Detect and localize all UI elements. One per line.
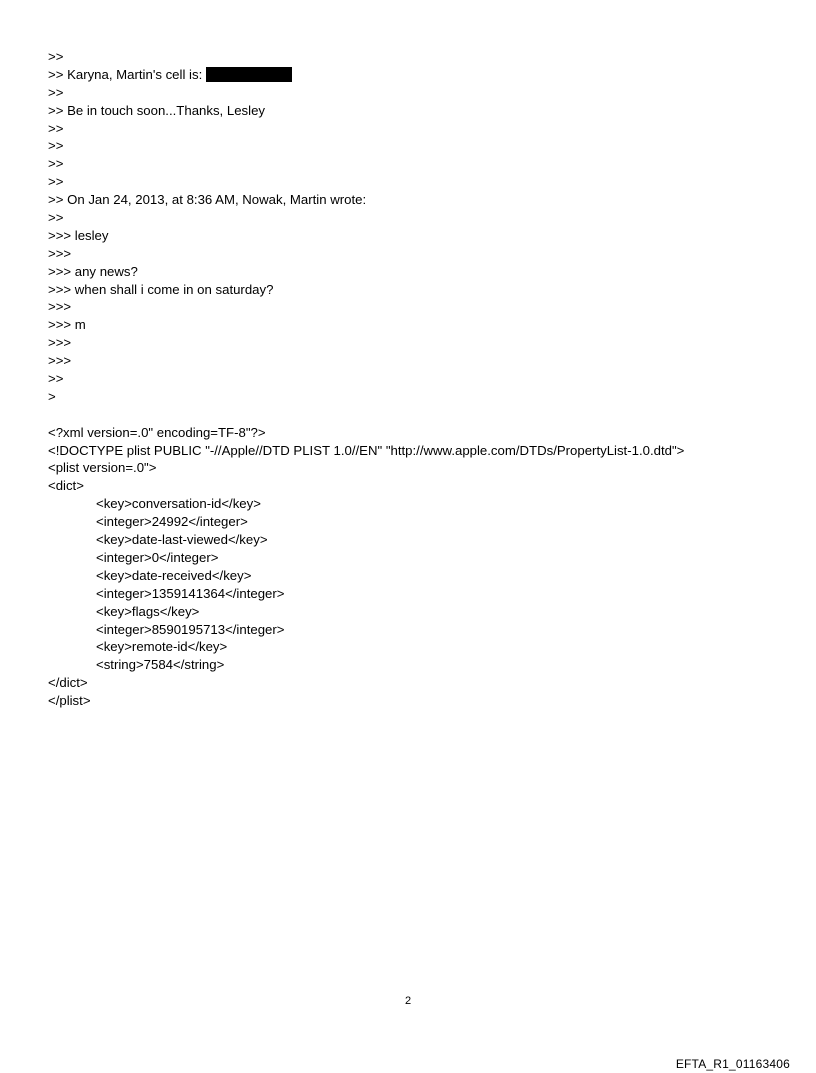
quote-line: >> Be in touch soon...Thanks, Lesley bbox=[48, 102, 265, 118]
quote-line: > bbox=[48, 388, 56, 404]
quoted-email bbox=[48, 48, 788, 406]
quote-line: >>> bbox=[48, 335, 72, 351]
quote-line: >> bbox=[48, 138, 64, 154]
plist-entry: <integer>8590195713</integer> bbox=[96, 621, 285, 637]
quote-line: >> On Jan 24, 2013, at 8:36 AM, Nowak, Martin wrote: bbox=[48, 192, 367, 208]
quote-line-cell bbox=[48, 66, 788, 84]
page-number: 2 bbox=[404, 995, 412, 1007]
quote-line: >> bbox=[48, 174, 64, 190]
quote-line: >>> when shall i come in on saturday? bbox=[48, 281, 274, 297]
quote-line: >>> m bbox=[48, 317, 86, 333]
plist-entry: <key>date-last-viewed</key> bbox=[96, 532, 268, 548]
document-body bbox=[48, 48, 788, 710]
dict-open-tag: <dict> bbox=[48, 478, 84, 494]
quote-line-text: >> Karyna, Martin's cell is: bbox=[48, 66, 203, 82]
plist-open-tag: <plist version=.0"> bbox=[48, 460, 157, 476]
plist-entry: <key>flags</key> bbox=[96, 603, 200, 619]
quote-line: >> bbox=[48, 210, 64, 226]
plist-entry: <string>7584</string> bbox=[96, 657, 225, 673]
doctype-line: <!DOCTYPE plist PUBLIC "-//Apple//DTD PLIST 1.0//EN" "http://www.apple.com/DTDs/PropertyList-1.0.dtd"> bbox=[48, 442, 685, 458]
blank-line bbox=[48, 406, 788, 424]
quote-line: >>> bbox=[48, 245, 72, 261]
quote-line: >> bbox=[48, 371, 64, 387]
plist-entry: <key>remote-id</key> bbox=[96, 639, 228, 655]
dict-close-tag: </dict> bbox=[48, 675, 88, 691]
plist-block bbox=[48, 424, 788, 710]
plist-entry: <integer>24992</integer> bbox=[96, 514, 248, 530]
quote-line: >> bbox=[48, 84, 64, 100]
plist-entry: <key>date-received</key> bbox=[96, 567, 252, 583]
xml-declaration: <?xml version=.0" encoding=TF-8"?> bbox=[48, 424, 266, 440]
quote-line: >> bbox=[48, 49, 64, 64]
quote-line: >>> any news? bbox=[48, 263, 138, 279]
bates-number: EFTA_R1_01163406 bbox=[675, 1057, 790, 1071]
redaction-box bbox=[206, 67, 292, 82]
quote-line: >>> lesley bbox=[48, 227, 109, 243]
plist-entry: <integer>1359141364</integer> bbox=[96, 585, 285, 601]
quote-line: >> bbox=[48, 120, 64, 136]
plist-close-tag: </plist> bbox=[48, 693, 91, 709]
plist-entry: <key>conversation-id</key> bbox=[96, 496, 261, 512]
quote-line: >>> bbox=[48, 299, 72, 315]
quote-line: >>> bbox=[48, 353, 72, 369]
plist-entry: <integer>0</integer> bbox=[96, 549, 219, 565]
quote-line: >> bbox=[48, 156, 64, 172]
